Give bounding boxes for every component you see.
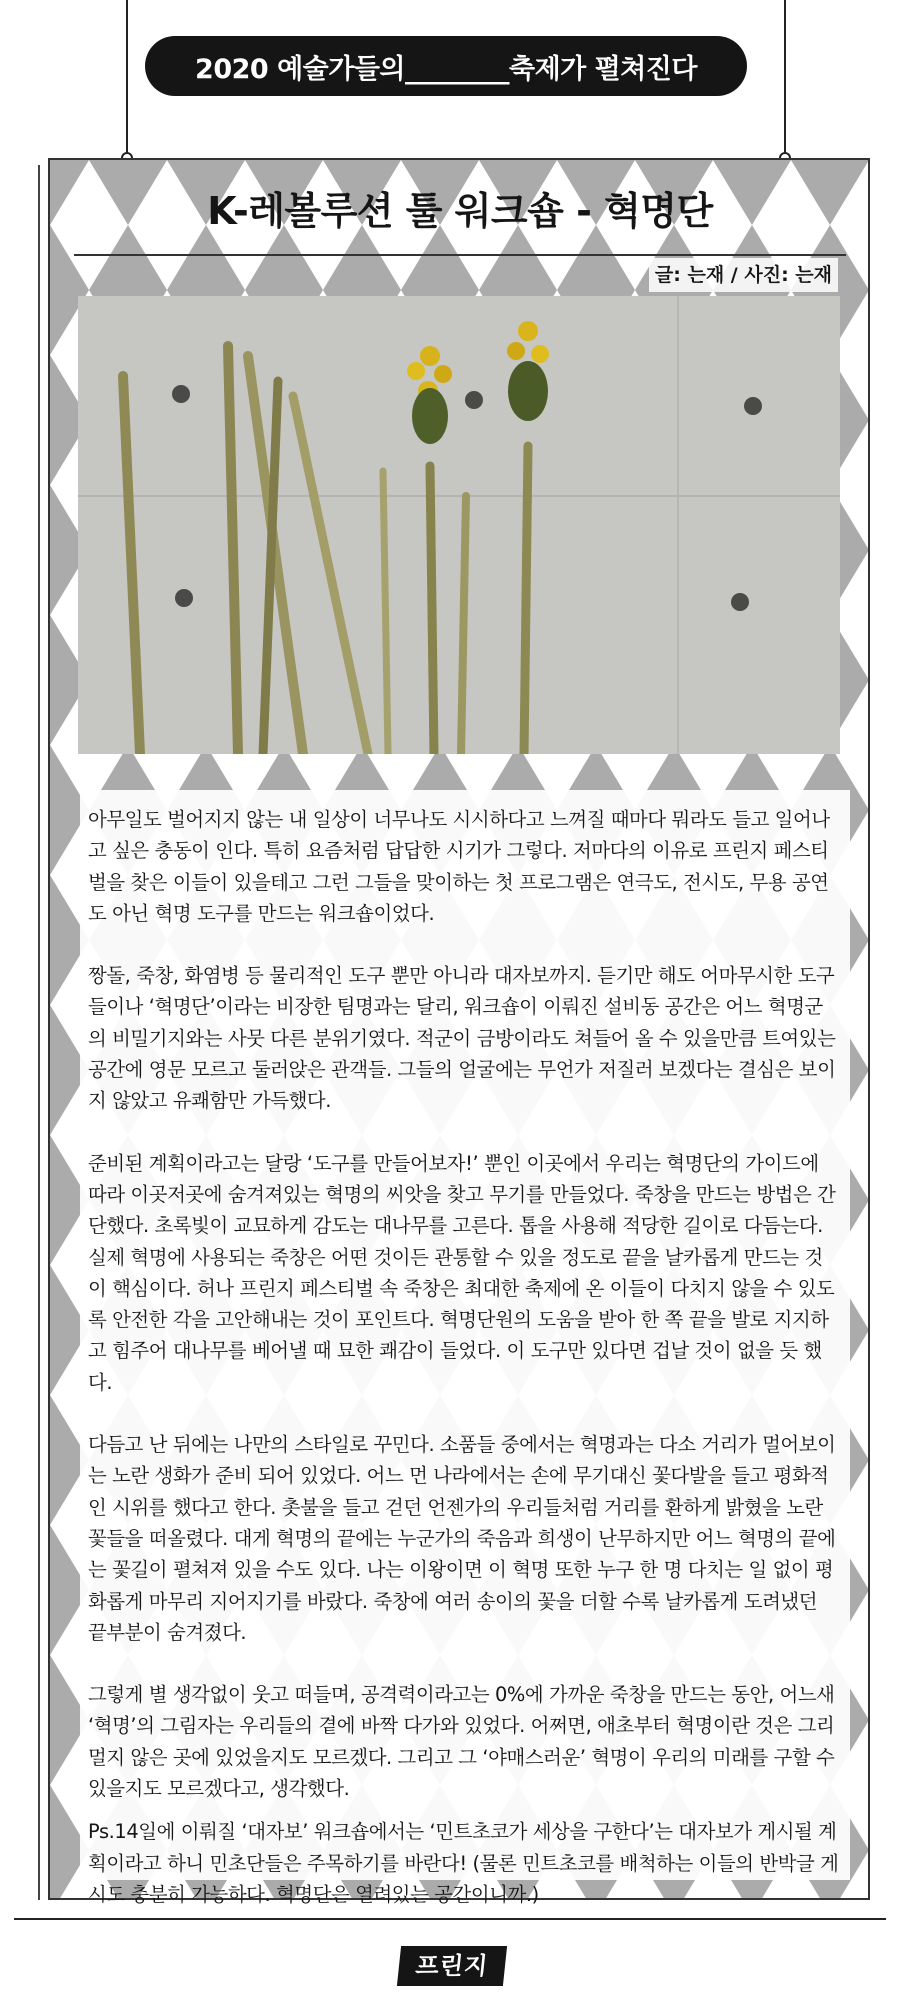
- hanging-string-right: [784, 0, 786, 158]
- article-paragraph: 아무일도 벌어지지 않는 내 일상이 너무나도 시시하다고 느껴질 때마다 뭐라도 들고 일어나고 싶은 충동이 인다. 특히 요즘처럼 답답한 시기가 그렇다. 저마다의 이유로 프린지 페스티벌을 찾은 이들이 있을테고 그런 그들을 맞이하는 첫 프로그램은 연극도, 전시도, 무용 공연도 아닌 혁명 도구를 만드는 워크숍이었다.: [88, 808, 830, 925]
- article-paragraph: 다듬고 난 뒤에는 나만의 스타일로 꾸민다. 소품들 중에서는 혁명과는 다소 거리가 멀어보이는 노란 생화가 준비 되어 있었다. 어느 먼 나라에서는 손에 무기대신 꽃다발을 들고 평화적인 시위를 했다고 한다. 촛불을 들고 걷던 언젠가의 우리들처럼 거리를 환하게 밝혔을 노란 꽃들을 떠올렸다. 대게 혁명의 끝에는 누군가의 죽음과 희생이 난무하지만 어느 혁명의 끝에는 꽃길이 펼쳐져 있을 수도 있다. 나는 이왕이면 이 혁명 또한 누구 한 명 다치는 일 없이 평화롭게 마무리 지어지기를 바랐다. 죽창에 여러 송이의 꽃을 더할 수록 날카롭게 도려냈던 끝부분이 숨겨졌다.: [88, 1433, 836, 1644]
- title-divider: [74, 254, 846, 256]
- article-paragraph: 짱돌, 죽창, 화염병 등 물리적인 도구 뿐만 아니라 대자보까지. 듣기만 해도 어마무시한 도구들이나 ‘혁명단’이라는 비장한 팀명과는 달리, 워크숍이 이뤄진 설비동 공간은 어느 혁명군의 비밀기지와는 사뭇 다른 분위기였다. 적군이 금방이라도 쳐들어 올 수 있을만큼 트여있는 공간에 영문 모르고 둘러앉은 관객들. 그들의 얼굴에는 무언가 저질러 보겠다는 결심은 보이지 않았고 유쾌함만 가득했다.: [88, 964, 836, 1113]
- article-postscript: Ps.14일에 이뤄질 ‘대자보’ 워크숍에서는 ‘민트초코가 세상을 구한다’는 대자보가 게시될 계획이라고 하니 민초단들은 주목하기를 바란다! (물론 민트초코를 배척하는 이들의 반박글 게시도 충분히 가능하다. 혁명단은 열려있는 공간이니까.): [88, 1820, 839, 1906]
- banner-text: 2020 예술가들의________축제가 펼쳐진다: [195, 53, 697, 85]
- festival-banner: [145, 36, 747, 96]
- panel-back-edge: [38, 165, 40, 1900]
- bamboo-and-flowers-photo-icon: [78, 296, 840, 754]
- article-title: K-레볼루션 툴 워크숍 - 혁명단: [207, 189, 713, 233]
- article-photo: [78, 296, 840, 754]
- article-body: [88, 804, 840, 1910]
- hanging-string-left: [126, 0, 128, 158]
- fringe-logo: [397, 1946, 507, 1986]
- article-paragraph: 준비된 계획이라고는 달랑 ‘도구를 만들어보자!’ 뿐인 이곳에서 우리는 혁명단의 가이드에 따라 이곳저곳에 숨겨져있는 혁명의 씨앗을 찾고 무기를 만들었다. 죽창을 만드는 방법은 간단했다. 초록빛이 교묘하게 감도는 대나무를 고른다. 톱을 사용해 적당한 길이로 다듬는다. 실제 혁명에 사용되는 죽창은 어떤 것이든 관통할 수 있을 정도로 끝을 날카롭게 만드는 것이 핵심이다. 허나 프린지 페스티벌 속 죽창은 최대한 축제에 온 이들이 다치지 않을 수 있도록 안전한 각을 고안해내는 것이 포인트다. 혁명단원의 도움을 받아 한 쪽 끝을 발로 지지하고 힘주어 대나무를 베어낼 때 묘한 쾌감이 들었다. 이 도구만 있다면 겁날 것이 없을 듯 했다.: [88, 1151, 836, 1394]
- logo-text: 프린지: [414, 1952, 490, 1980]
- article-paragraph: 그렇게 별 생각없이 웃고 떠들며, 공격력이라고는 0%에 가까운 죽창을 만드는 동안, 어느새 ‘혁명’의 그림자는 우리들의 곁에 바짝 다가와 있었다. 어쩌면, 애초부터 혁명이란 것은 그리 멀지 않은 곳에 있었을지도 모르겠다. 그리고 그 ‘야매스러운’ 혁명이 우리의 미래를 구할 수 있을지도 모르겠다고, 생각했다.: [88, 1683, 835, 1801]
- footer-divider: [14, 1918, 886, 1920]
- article-credit: 글: 는재 / 사진: 는재: [649, 258, 838, 292]
